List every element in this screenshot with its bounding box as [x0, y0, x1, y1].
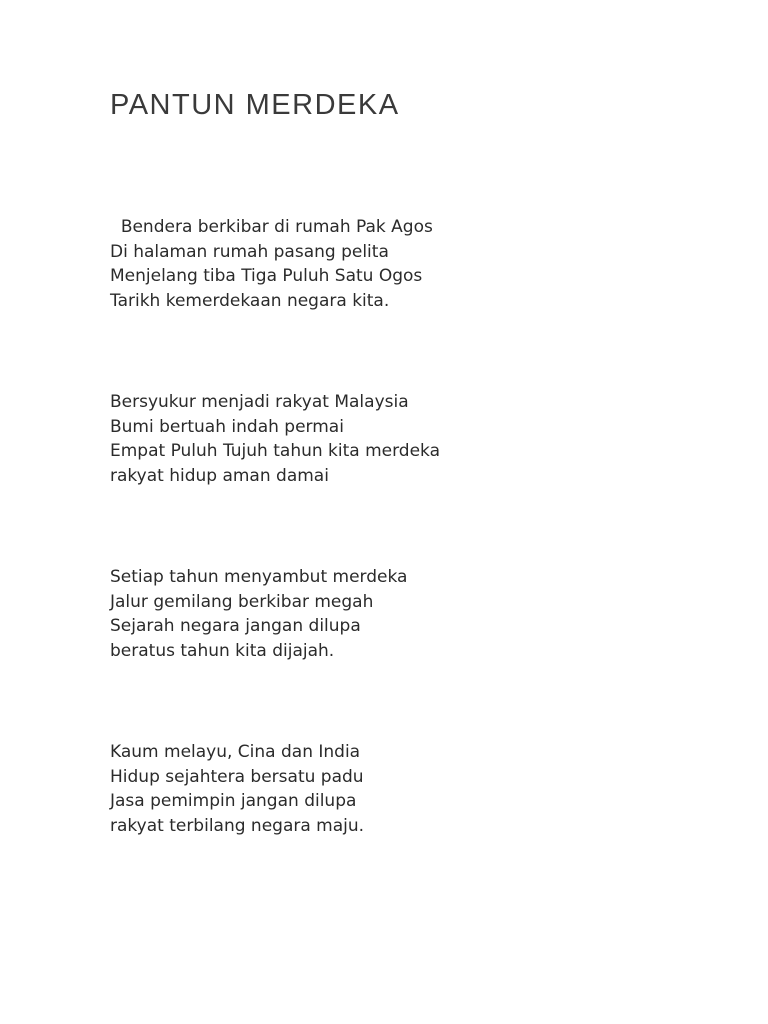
poem-line: Hidup sejahtera bersatu padu [110, 766, 364, 787]
poem-line: Bersyukur menjadi rakyat Malaysia [110, 392, 409, 412]
poem-line: Bumi bertuah indah permai [110, 416, 344, 437]
poem-line: Tarikh kemerdekaan negara kita. [110, 290, 390, 311]
stanza-3 [110, 565, 708, 663]
poem-line: beratus tahun kita dijajah. [110, 640, 335, 661]
poem-line: rakyat terbilang negara maju. [110, 815, 365, 836]
poem-line: Setiap tahun menyambut merdeka [110, 567, 408, 587]
poem-line: rakyat hidup aman damai [110, 465, 329, 486]
poem-line: Menjelang tiba Tiga Puluh Satu Ogos [110, 266, 423, 286]
page-title: PANTUN MERDEKA [110, 89, 400, 121]
poem-line: Empat Puluh Tujuh tahun kita merdeka [110, 441, 441, 461]
stanza-4 [110, 740, 708, 838]
poem-line: Sejarah negara jangan dilupa [110, 616, 361, 636]
poem-line: Jasa pemimpin jangan dilupa [110, 791, 357, 811]
stanza-2 [110, 390, 708, 488]
stanza-1 [110, 215, 708, 313]
poem-line: Kaum melayu, Cina dan India [110, 742, 361, 762]
poem-line: Bendera berkibar di rumah Pak Agos [110, 217, 433, 237]
poem-line: Jalur gemilang berkibar megah [110, 591, 374, 612]
poem-line: Di halaman rumah pasang pelita [110, 241, 389, 262]
